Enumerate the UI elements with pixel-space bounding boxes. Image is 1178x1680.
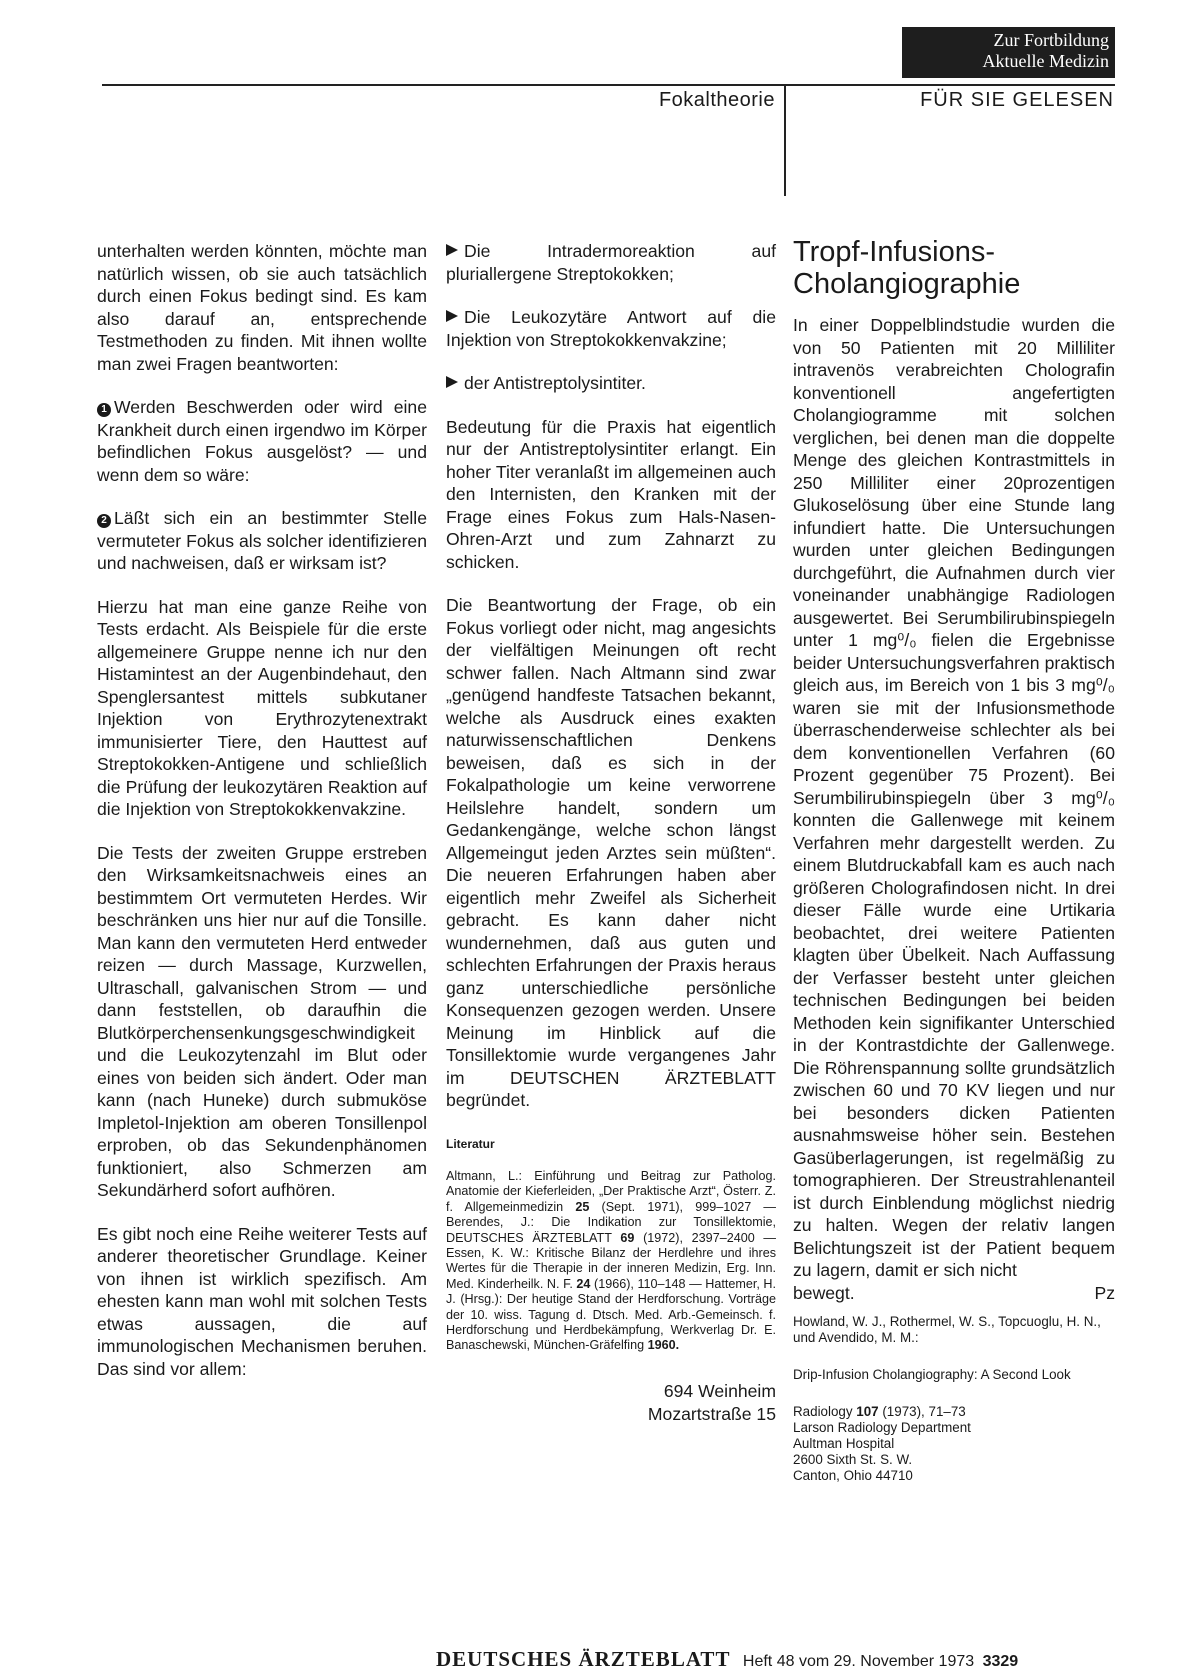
issue-info: Heft 48 vom 29. November 1973 [742, 1653, 975, 1670]
question-text: Werden Beschwerden oder wird eine Krankheit durch einen irgendwo im Körper befindlichen Fokus ausgelöst? — und wenn dem so wäre: [97, 397, 427, 485]
reference-institution: Aultman Hospital [793, 1436, 895, 1451]
section-label-right: FÜR SIE GELESEN [920, 89, 1114, 111]
article-column-2 [446, 240, 776, 1426]
bullet-text: der Antistreptolysintiter. [464, 373, 646, 393]
journal-name: Radiology [793, 1404, 857, 1419]
header-rule [102, 84, 1115, 86]
reference-journal [793, 1404, 1115, 1420]
literature-text: (1966), 110–148 — Hattemer, H. J. (Hrsg.): Der heutige Stand der Herdforschung. Vorträge der 10. wiss. Tagung d. Dtsch. Med. Arb.-Gemeinsch. f. Herdforschung und Herdbekämpfung, Werkverlag Dr. E. Banaschewski, München-Gräfelfing [446, 1276, 776, 1353]
question-2 [97, 507, 427, 575]
literature-text: (Sept. 1971), 999–1027 — Berendes, J.: Die Indikation zur Tonsillektomie, DEUTSCHES ÄRZTEBLATT [446, 1199, 777, 1245]
literature-text: Altmann, L.: Einführung und Beitrag zur Patholog. Anatomie der Kieferleiden, „Der Praktische Arzt“, Österr. Z. f. Allgemeinmedizin [446, 1169, 776, 1214]
journal-pages: (1973), 71–73 [878, 1404, 966, 1419]
triangle-bullet-icon [446, 310, 458, 322]
last-word: bewegt. [793, 1282, 855, 1303]
volume-number: 107 [856, 1404, 879, 1419]
reference-institution: Canton, Ohio 44710 [793, 1468, 913, 1483]
number-bullet-icon: 1 [97, 403, 111, 417]
article-title: Tropf-Infusions-Cholangiographie [793, 236, 1021, 300]
bullet-item [446, 306, 776, 351]
address-street: Mozartstraße 15 [647, 1403, 776, 1424]
header-divider [784, 84, 786, 196]
question-1 [97, 396, 427, 486]
literature-heading: Literatur [446, 1136, 495, 1151]
volume-number: 25 [575, 1199, 590, 1214]
paragraph: Bedeutung für die Praxis hat eigentlich nur der Antistreptolysintiter erlangt. Ein hoher Titer veranlaßt im allgemeinen auch den Internisten, den Kranken mit der Frage eines Fokus zum Hals-Nasen-Ohren-Arzt und zum Zahnarzt zu schicken. [446, 416, 776, 572]
author-address [446, 1380, 776, 1426]
paragraph: Hierzu hat man eine ganze Reihe von Tests erdacht. Als Beispiele für die erste allgemeinere Gruppe nenne ich nur den Histamintest an der Augenbindehaut, den Spenglersantest mittels subkutaner Injektion von Erythrozytenextrakt immunisierter Tiere, den Hauttest auf Streptokokken-Antigene und schließlich die Prüfung der leukozytären Reaktion auf die Injektion von Streptokokkenvakzine. [97, 596, 427, 819]
number-bullet-icon: 2 [97, 514, 111, 528]
paragraph: Die Tests der zweiten Gruppe erstreben den Wirksamkeitsnachweis eines an bestimmtem Ort vermuteten Herdes. Wir beschränken uns hier nur auf die Tonsille. Man kann den vermuteten Herd entweder reizen — durch Massage, Kurzwellen, Ultraschall, galvanischen Strom — und dann feststellen, ob daraufhin die Blutkörperchensenkungsgeschwindigkeit und die Leukozytenzahl im Blut oder eines von beiden sich ändert. Oder man kann (nach Huneke) durch submuköse Impletol-Injektion am oberen Tonsillenpol erproben, ob das Sekundenphänomen funktioniert, also Schmerzen am Sekundärherd sofort aufhören. [97, 842, 427, 1200]
page-number: 3329 [982, 1653, 1019, 1670]
page-footer [436, 1647, 1018, 1672]
volume-number: 24 [576, 1276, 591, 1291]
address-city: 694 Weinheim [663, 1380, 776, 1401]
reference-authors: Howland, W. J., Rothermel, W. S., Topcuoglu, H. N., und Avendido, M. M.: [793, 1314, 1101, 1345]
literature-list [446, 1169, 776, 1354]
article-column-3 [793, 236, 1115, 1484]
journal-name: DEUTSCHES ÄRZTEBLATT [436, 1647, 731, 1671]
article-body: In einer Doppelblindstudie wurden die von 50 Patienten mit 20 Milliliter intravenös verabreichten Cholografin konventionell angefertigten Cholangiogramme mit solchen verglichen, bei denen man die doppelte Menge des gleichen Kontrastmittels in 250 Milliliter einer 20prozentigen Glukoselösung über eine Stunde lang infundiert hatte. Die Untersuchungen wurden unter gleichen Bedingungen durchgeführt, die Aufnahmen durch vier voneinander unabhängige Radiologen ausgewertet. Bei Serumbilirubinspiegeln unter 1 mg⁰/₀ fielen die Ergebnisse beider Untersuchungsverfahren praktisch gleich aus, im Bereich von 1 bis 3 mg⁰/₀ waren sie mit der Infusionsmethode überraschenderweise schlechter als bei dem konventionellen Verfahren (60 Prozent gegenüber 75 Prozent). Bei Serumbilirubinspiegeln über 3 mg⁰/₀ konnten die Gallenwege mit keinem Verfahren mehr dargestellt werden. Zu einem Blutdruckabfall kam es auch nach größeren Cholografindosen nicht. In drei dieser Fälle wurde eine Urtikaria beobachtet, drei weitere Patienten klagten über Übelkeit. Nach Auffassung der Verfasser besteht unter gleichen technischen Bedingungen bei beiden Methoden kein signifikanter Unterschied in der Kontrastdichte der Gallenwege. Die Röhrenspannung sollte grundsätzlich zwischen 60 und 70 KV liegen und nur bei besonders dicken Patienten ausnahmsweise höher sein. Bestehen Gasüberlagerungen, ist regelmäßig zu tomographieren. Der Streustrahlenanteil ist durch Einblendung möglichst niedrig zu halten. Wegen der relativ langen Belichtungszeit ist der Patient bequem zu lagern, damit er sich nicht [793, 315, 1115, 1280]
section-label-left: Fokaltheorie [658, 89, 775, 111]
question-text: Läßt sich ein an bestimmter Stelle vermuteter Fokus als solcher identifizieren und nachweisen, daß er wirksam ist? [97, 508, 427, 573]
triangle-bullet-icon [446, 244, 458, 256]
paragraph: Es gibt noch eine Reihe weiterer Tests auf anderer theoretischer Grundlage. Keiner von ihnen ist wirklich spezifisch. Am ehesten kann man wohl mit solchen Tests etwas aussagen, die auf immunologischen Mechanismen beruhen. Das sind vor allem: [97, 1223, 427, 1379]
category-badge [902, 27, 1115, 78]
article-column-1 [97, 240, 427, 1401]
paragraph: Die Beantwortung der Frage, ob ein Fokus vorliegt oder nicht, mag angesichts der vielfältigen Meinungen oft recht schwer fallen. Nach Altmann sind zwar „genügend handfeste Tatsachen bekannt, welche als Ausdruck eines exakten naturwissenschaftlichen Denkens beweisen, daß es sich in der Fokalpathologie um keine verworrene Heilslehre handelt, sondern um Gedankengänge, welche schon längst Allgemeingut jeden Arztes sein müßten“. Die neueren Erfahrungen haben aber eigentlich mehr Zweifel als Sicherheit gebracht. Es kann daher nicht wundernehmen, daß aus guten und schlechten Erfahrungen der Praxis heraus ganz unterschiedliche persönliche Konsequenzen gezogen werden. Unsere Meinung im Hinblick auf die Tonsillektomie wurde vergangenes Jahr im DEUTSCHEN ÄRZTEBLATT begründet. [446, 595, 776, 1110]
bullet-item [446, 240, 776, 285]
bullet-item [446, 372, 776, 395]
reference-institution: Larson Radiology Department [793, 1420, 971, 1435]
author-initials: Pz [1094, 1282, 1115, 1303]
badge-line-2: Aktuelle Medizin [982, 51, 1109, 71]
bullet-text: Die Leukozytäre Antwort auf die Injektion von Streptokokkenvakzine; [446, 307, 776, 350]
year: 1960. [647, 1338, 680, 1353]
volume-number: 69 [620, 1230, 635, 1245]
bullet-text: Die Intradermoreaktion auf pluriallergene Streptokokken; [446, 241, 776, 284]
triangle-bullet-icon [446, 376, 458, 388]
reference-title: Drip-Infusion Cholangiography: A Second Look [793, 1367, 1071, 1382]
article-signoff [793, 1282, 1115, 1305]
badge-line-1: Zur Fortbildung [993, 30, 1109, 50]
paragraph: unterhalten werden könnten, möchte man natürlich wissen, ob sie auch tatsächlich durch einen Fokus bedingt sind. Es kam also darauf an, entsprechende Testmethoden zu finden. Mit ihnen wollte man zwei Fragen beantworten: [97, 241, 427, 374]
reference-institution: 2600 Sixth St. S. W. [793, 1452, 913, 1467]
literature-text: (1972), 2397–2400 — Essen, K. W.: Kritische Bilanz der Herdlehre und ihres Wertes für die Therapie in der inneren Medizin, Erg. Inn. Med. Kinderheilk. N. F. [446, 1230, 777, 1291]
